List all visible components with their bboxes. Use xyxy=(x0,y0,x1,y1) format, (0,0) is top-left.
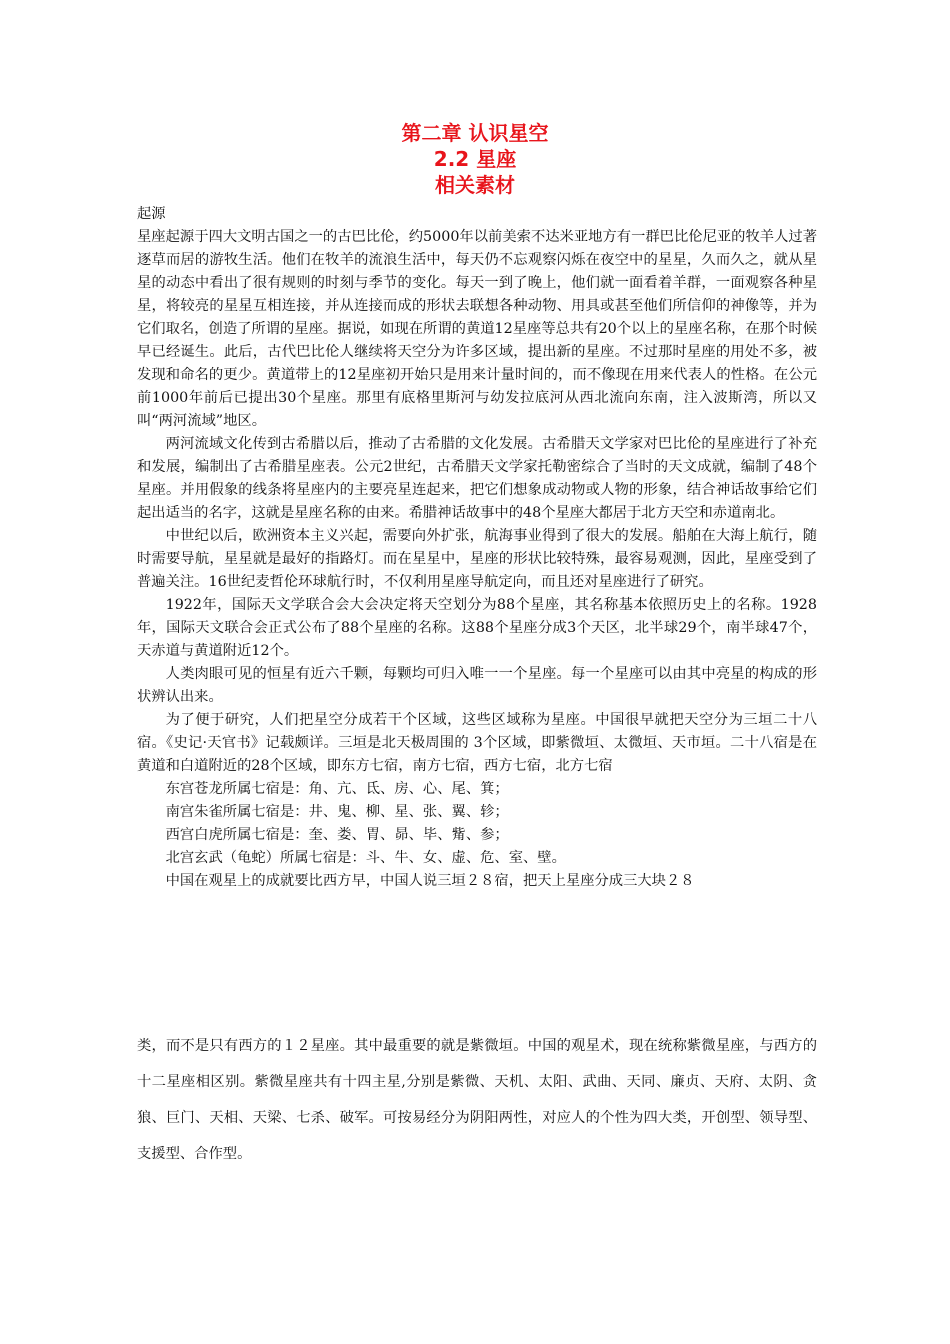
section-heading: 起源 xyxy=(137,206,166,222)
title-block xyxy=(0,120,950,198)
body-text-continued xyxy=(137,1028,817,1172)
paragraph-greece: 两河流域文化传到古希腊以后，推动了古希腊的文化发展。古希腊天文学家对巴比伦的星座进行了补充和发展，编制出了古希腊星座表。公元2世纪，古希腊天文学家托勒密综合了当时的天文成就，编制了48个星座。并用假象的线条将星座内的主要亮星连起来，把它们想象成动物或人物的形象，结合神话故事给它们起出适当的名字，这就是星座名称的由来。希腊神话故事中的48个星座大都居于北方天空和赤道南北。 xyxy=(137,436,817,521)
paragraph-chinese-regions: 为了便于研究，人们把星空分成若干个区域，这些区域称为星座。中国很早就把天空分为三垣二十八宿。《史记·天官书》记载颇详。三垣是北天极周围的 3个区域，即紫微垣、太微垣、天市垣。二十八宿是在黄道和白道附近的28个区域，即东方七宿，南方七宿，西方七宿，北方七宿 xyxy=(137,712,817,774)
list-item-north: 北宫玄武（龟蛇）所属七宿是：斗、牛、女、虚、危、室、壁。 xyxy=(165,850,566,866)
section-title: 2.2 星座 xyxy=(433,147,517,171)
list-item-south: 南宫朱雀所属七宿是：井、鬼、柳、星、张、翼、轸； xyxy=(165,804,509,820)
paragraph-ziwei: 类，而不是只有西方的１２星座。其中最重要的就是紫微垣。中国的观星术，现在统称紫微星座，与西方的十二星座相区别。紫微星座共有十四主星,分别是紫微、天机、太阳、武曲、天同、廉贞、天府、太阴、贪狼、巨门、天相、天梁、七杀、破军。可按易经分为阴阳两性，对应人的个性为四大类，开创型、领导型、支援型、合作型。 xyxy=(137,1038,817,1162)
chapter-title: 第二章 认识星空 xyxy=(401,121,549,145)
list-item-west: 西宫白虎所属七宿是：奎、娄、胃、昴、毕、觜、参； xyxy=(165,827,509,843)
paragraph-visible-stars: 人类肉眼可见的恒星有近六千颗，每颗均可归入唯一一个星座。每一个星座可以由其中亮星的构成的形状辨认出来。 xyxy=(137,666,817,705)
list-item-east: 东宫苍龙所属七宿是：角、亢、氐、房、心、尾、箕； xyxy=(165,781,509,797)
paragraph-iau: 1922年，国际天文学联合会大会决定将天空划分为88个星座，其名称基本依照历史上的名称。1928年，国际天文联合会正式公布了88个星座的名称。这88个星座分成3个天区，北半球29个，南半球47个，天赤道与黄道附近12个。 xyxy=(137,597,817,659)
paragraph-origin: 星座起源于四大文明古国之一的古巴比伦，约5000年以前美索不达米亚地方有一群巴比伦尼亚的牧羊人过著逐草而居的游牧生活。他们在牧羊的流浪生活中，每天仍不忘观察闪烁在夜空中的星星，久而久之，就从星星的动态中看出了很有规则的时刻与季节的变化。每天一到了晚上，他们就一面看着羊群，一面观察各种星星，将较亮的星星互相连接，并从连接而成的形状去联想各种动物、用具或甚至他们所信仰的神像等，并为它们取名，创造了所谓的星座。据说，如现在所谓的黄道12星座等总共有20个以上的星座名称，在那个时候早已经诞生。此后，古代巴比伦人继续将天空分为许多区域，提出新的星座。不过那时星座的用处不多，被发现和命名的更少。黄道带上的12星座初开始只是用来计量时间的，而不像现在用来代表人的性格。在公元前1000年前后已提出30个星座。那里有底格里斯河与幼发拉底河从西北流向东南，注入波斯湾，所以又叫“两河流域”地区。 xyxy=(137,229,817,429)
body-text xyxy=(137,203,817,893)
subtitle: 相关素材 xyxy=(435,173,515,197)
paragraph-chinese-achievement: 中国在观星上的成就要比西方早，中国人说三垣２８宿，把天上星座分成三大块２８ xyxy=(165,873,695,889)
paragraph-medieval: 中世纪以后，欧洲资本主义兴起，需要向外扩张，航海事业得到了很大的发展。船舶在大海上航行，随时需要导航，星星就是最好的指路灯。而在星星中，星座的形状比较特殊，最容易观测，因此，星座受到了普遍关注。16世纪麦哲伦环球航行时，不仅利用星座导航定向，而且还对星座进行了研究。 xyxy=(137,528,817,590)
